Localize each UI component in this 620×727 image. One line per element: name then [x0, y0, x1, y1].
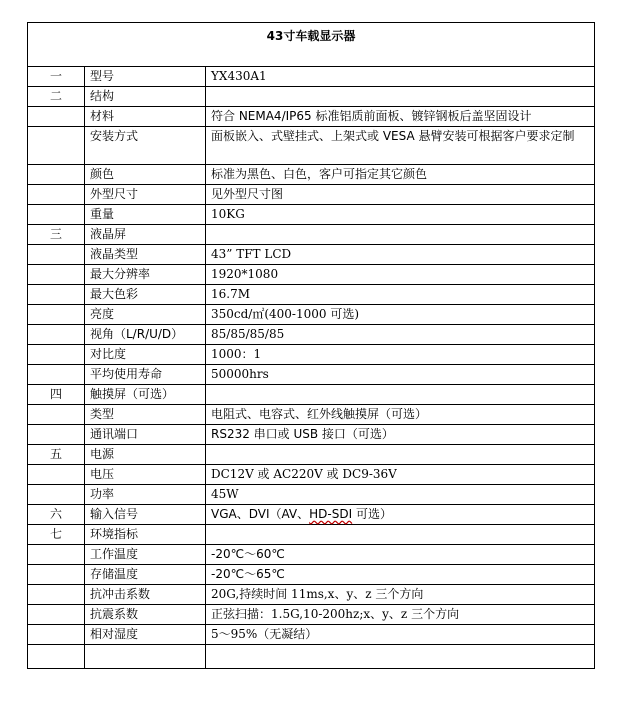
- spec-label: 视角（L/R/U/D）: [85, 325, 206, 345]
- spec-label: 亮度: [85, 305, 206, 325]
- spec-label: 安装方式: [85, 127, 206, 165]
- spec-label: 输入信号: [85, 505, 206, 525]
- table-row: [28, 445, 595, 465]
- table-row: [28, 405, 595, 425]
- spec-label: 相对湿度: [85, 625, 206, 645]
- spec-label: 触摸屏（可选）: [85, 385, 206, 405]
- spec-label: 类型: [85, 405, 206, 425]
- section-number: 五: [28, 445, 85, 465]
- spec-label: 环境指标: [85, 525, 206, 545]
- section-number: [28, 265, 85, 285]
- section-number: 六: [28, 505, 85, 525]
- spec-label: 外型尺寸: [85, 185, 206, 205]
- table-title: 43寸车载显示器: [28, 23, 595, 67]
- spec-value: [206, 385, 595, 405]
- table-row: [28, 565, 595, 585]
- table-row: [28, 285, 595, 305]
- spec-value: 符合 NEMA4/IP65 标准铝质前面板、镀锌钢板后盖坚固设计: [206, 107, 595, 127]
- spec-value: 1000：1: [206, 345, 595, 365]
- spec-label: 最大色彩: [85, 285, 206, 305]
- table-row: [28, 67, 595, 87]
- spec-label: 颜色: [85, 165, 206, 185]
- spec-value: -20℃～60℃: [206, 545, 595, 565]
- spec-table: [27, 22, 595, 669]
- section-number: [28, 545, 85, 565]
- spec-label: 重量: [85, 205, 206, 225]
- table-row: [28, 107, 595, 127]
- spec-value: 面板嵌入、式壁挂式、上架式或 VESA 悬臂安装可根据客户要求定制: [206, 127, 595, 165]
- title-row: [28, 23, 595, 67]
- spec-value: 85/85/85/85: [206, 325, 595, 345]
- section-number: [28, 345, 85, 365]
- spec-value: 标准为黑色、白色，客户可指定其它颜色: [206, 165, 595, 185]
- spec-value: 电阻式、电容式、红外线触摸屏（可选）: [206, 405, 595, 425]
- section-number: [28, 325, 85, 345]
- table-row: [28, 127, 595, 165]
- table-row: [28, 265, 595, 285]
- spec-label: 对比度: [85, 345, 206, 365]
- section-number: 七: [28, 525, 85, 545]
- section-number: [28, 585, 85, 605]
- spec-value: DC12V 或 AC220V 或 DC9-36V: [206, 465, 595, 485]
- spec-value: 50000hrs: [206, 365, 595, 385]
- spec-label: 材料: [85, 107, 206, 127]
- table-row: [28, 625, 595, 645]
- spec-value: [206, 87, 595, 107]
- section-number: [28, 425, 85, 445]
- section-number: [28, 405, 85, 425]
- spec-label: 抗震系数: [85, 605, 206, 625]
- table-row: [28, 305, 595, 325]
- table-row: [28, 245, 595, 265]
- section-number: [28, 565, 85, 585]
- spec-value: 350cd/㎡(400-1000 可选): [206, 305, 595, 325]
- spec-label: [85, 645, 206, 669]
- section-number: [28, 625, 85, 645]
- spec-value: 正弦扫描：1.5G,10-200hz;x、y、z 三个方向: [206, 605, 595, 625]
- section-number: [28, 305, 85, 325]
- table-row: [28, 485, 595, 505]
- section-number: [28, 245, 85, 265]
- table-row: [28, 365, 595, 385]
- spec-label: 工作温度: [85, 545, 206, 565]
- section-number: [28, 205, 85, 225]
- section-number: [28, 107, 85, 127]
- spec-value: [206, 645, 595, 669]
- section-number: 三: [28, 225, 85, 245]
- table-row: [28, 165, 595, 185]
- spec-value: RS232 串口或 USB 接口（可选）: [206, 425, 595, 445]
- table-row: [28, 205, 595, 225]
- table-row: [28, 185, 595, 205]
- spec-value: 见外型尺寸图: [206, 185, 595, 205]
- spec-label: 结构: [85, 87, 206, 107]
- section-number: [28, 165, 85, 185]
- spec-value: [206, 225, 595, 245]
- table-row: [28, 87, 595, 107]
- spec-value: [206, 445, 595, 465]
- spec-label: 电压: [85, 465, 206, 485]
- table-row: [28, 505, 595, 525]
- spec-value: 10KG: [206, 205, 595, 225]
- section-number: [28, 485, 85, 505]
- spec-label: 通讯端口: [85, 425, 206, 445]
- table-row: [28, 325, 595, 345]
- table-row: [28, 605, 595, 625]
- spec-label: 电源: [85, 445, 206, 465]
- spec-value: 16.7M: [206, 285, 595, 305]
- spec-value: 20G,持续时间 11ms,x、y、z 三个方向: [206, 585, 595, 605]
- section-number: 四: [28, 385, 85, 405]
- table-row: [28, 585, 595, 605]
- value-suffix: 可选）: [352, 507, 392, 521]
- section-number: [28, 645, 85, 669]
- table-row: [28, 525, 595, 545]
- section-number: 一: [28, 67, 85, 87]
- section-number: [28, 465, 85, 485]
- spec-label: 平均使用寿命: [85, 365, 206, 385]
- spec-value: 5～95%（无凝结）: [206, 625, 595, 645]
- spec-value: 1920*1080: [206, 265, 595, 285]
- spec-value: 43” TFT LCD: [206, 245, 595, 265]
- spec-value: 45W: [206, 485, 595, 505]
- section-number: [28, 605, 85, 625]
- section-number: [28, 285, 85, 305]
- spec-label: 型号: [85, 67, 206, 87]
- section-number: [28, 127, 85, 165]
- spec-label: 存储温度: [85, 565, 206, 585]
- spec-label: 抗冲击系数: [85, 585, 206, 605]
- spec-label: 最大分辨率: [85, 265, 206, 285]
- spec-label: 液晶屏: [85, 225, 206, 245]
- spec-value: [206, 525, 595, 545]
- table-row: [28, 225, 595, 245]
- spec-label: 功率: [85, 485, 206, 505]
- table-row: [28, 385, 595, 405]
- table-row: [28, 425, 595, 445]
- spec-value: YX430A1: [206, 67, 595, 87]
- spec-value: [206, 505, 595, 525]
- table-row: [28, 345, 595, 365]
- section-number: [28, 185, 85, 205]
- section-number: 二: [28, 87, 85, 107]
- spec-value: -20℃～65℃: [206, 565, 595, 585]
- table-row: [28, 645, 595, 669]
- table-row: [28, 465, 595, 485]
- value-underlined: HD-SDI: [309, 507, 353, 521]
- section-number: [28, 365, 85, 385]
- value-prefix: VGA、DVI（AV、: [211, 507, 310, 521]
- table-row: [28, 545, 595, 565]
- spec-label: 液晶类型: [85, 245, 206, 265]
